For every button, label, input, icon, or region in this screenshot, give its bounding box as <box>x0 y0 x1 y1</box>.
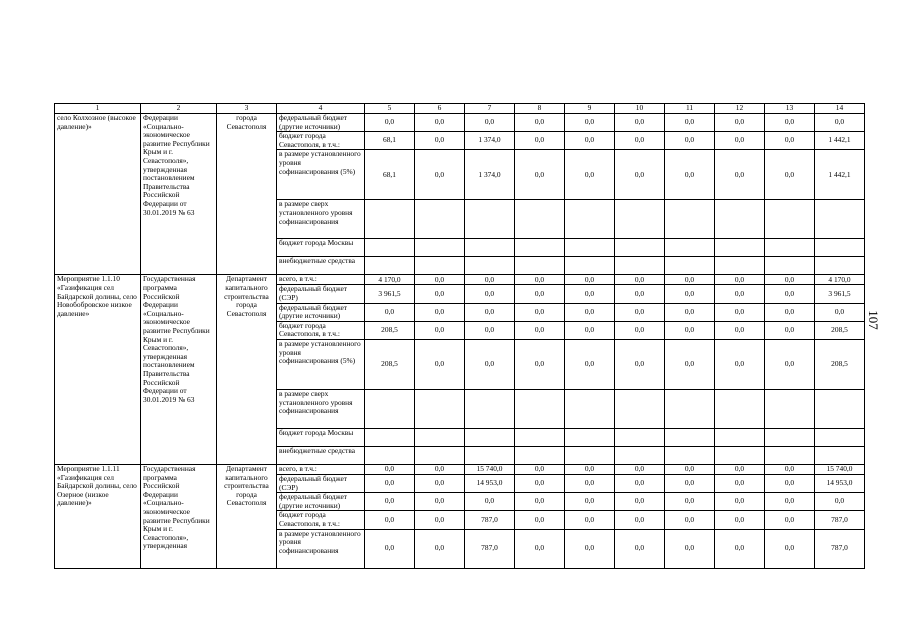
amount-cell <box>515 257 565 275</box>
funding-source-cell: бюджет города Севастополя, в т.ч.: <box>277 132 365 150</box>
amount-cell <box>465 239 515 257</box>
header-row <box>55 104 865 114</box>
amount-cell: 0,0 <box>615 132 665 150</box>
amount-cell <box>815 200 865 239</box>
amount-cell: 0,0 <box>515 511 565 529</box>
amount-cell: 0,0 <box>665 529 715 568</box>
amount-cell: 0,0 <box>765 150 815 200</box>
amount-cell: 0,0 <box>365 511 415 529</box>
amount-cell <box>515 200 565 239</box>
event-name-cell: село Колхозное (высокое давление)» <box>55 114 141 275</box>
amount-cell: 0,0 <box>765 285 815 303</box>
amount-cell: 0,0 <box>515 474 565 492</box>
amount-cell: 68,1 <box>365 132 415 150</box>
amount-cell: 0,0 <box>815 303 865 321</box>
amount-cell <box>715 389 765 428</box>
funding-source-cell: в размере сверх установленного уровня софинансирования <box>277 389 365 428</box>
amount-cell: 0,0 <box>515 464 565 474</box>
amount-cell: 0,0 <box>415 114 465 132</box>
amount-cell <box>565 200 615 239</box>
amount-cell: 0,0 <box>815 493 865 511</box>
amount-cell: 0,0 <box>665 511 715 529</box>
amount-cell <box>415 389 465 428</box>
amount-cell: 0,0 <box>665 321 715 339</box>
amount-cell: 0,0 <box>565 321 615 339</box>
amount-cell: 0,0 <box>665 464 715 474</box>
amount-cell <box>815 446 865 464</box>
amount-cell: 0,0 <box>365 493 415 511</box>
table-row <box>55 275 865 285</box>
amount-cell: 0,0 <box>515 339 565 389</box>
amount-cell <box>515 239 565 257</box>
amount-cell: 0,0 <box>415 529 465 568</box>
amount-cell: 0,0 <box>565 303 615 321</box>
amount-cell: 0,0 <box>715 464 765 474</box>
amount-cell <box>715 446 765 464</box>
amount-cell: 4 170,0 <box>365 275 415 285</box>
amount-cell: 0,0 <box>415 511 465 529</box>
program-cell: Государственная программа Российской Федерации «Социально-экономическое развитие Республики Крым и г. Севастополя», утвержденная <box>141 464 217 568</box>
header-cell: 7 <box>465 104 515 114</box>
amount-cell: 0,0 <box>715 529 765 568</box>
amount-cell: 0,0 <box>515 275 565 285</box>
amount-cell: 0,0 <box>515 150 565 200</box>
amount-cell: 14 953,0 <box>815 474 865 492</box>
amount-cell: 0,0 <box>415 321 465 339</box>
header-cell: 6 <box>415 104 465 114</box>
amount-cell <box>465 446 515 464</box>
amount-cell: 0,0 <box>615 150 665 200</box>
amount-cell: 0,0 <box>615 474 665 492</box>
header-cell: 3 <box>217 104 277 114</box>
amount-cell: 0,0 <box>715 275 765 285</box>
amount-cell: 0,0 <box>765 132 815 150</box>
amount-cell <box>415 239 465 257</box>
amount-cell <box>415 257 465 275</box>
funding-source-cell: внебюджетные средства <box>277 257 365 275</box>
amount-cell: 0,0 <box>565 493 615 511</box>
amount-cell: 0,0 <box>365 303 415 321</box>
amount-cell <box>565 389 615 428</box>
amount-cell <box>665 389 715 428</box>
amount-cell <box>815 239 865 257</box>
amount-cell <box>365 239 415 257</box>
amount-cell <box>515 389 565 428</box>
amount-cell <box>465 200 515 239</box>
amount-cell: 0,0 <box>565 275 615 285</box>
amount-cell: 0,0 <box>415 464 465 474</box>
amount-cell: 0,0 <box>715 474 765 492</box>
budget-table <box>54 103 865 569</box>
amount-cell <box>565 428 615 446</box>
amount-cell: 0,0 <box>565 285 615 303</box>
funding-source-cell: федеральный бюджет (СЭР) <box>277 285 365 303</box>
amount-cell: 787,0 <box>815 511 865 529</box>
amount-cell: 0,0 <box>465 321 515 339</box>
table-row <box>55 114 865 132</box>
amount-cell: 1 374,0 <box>465 150 515 200</box>
amount-cell <box>815 257 865 275</box>
amount-cell <box>715 257 765 275</box>
amount-cell: 0,0 <box>415 493 465 511</box>
amount-cell: 4 170,0 <box>815 275 865 285</box>
amount-cell: 1 442,1 <box>815 150 865 200</box>
amount-cell: 68,1 <box>365 150 415 200</box>
amount-cell <box>615 239 665 257</box>
funding-source-cell: внебюджетные средства <box>277 446 365 464</box>
amount-cell: 3 961,5 <box>815 285 865 303</box>
amount-cell: 0,0 <box>565 474 615 492</box>
amount-cell <box>815 389 865 428</box>
amount-cell: 0,0 <box>665 285 715 303</box>
amount-cell: 0,0 <box>615 493 665 511</box>
amount-cell: 0,0 <box>515 114 565 132</box>
amount-cell: 208,5 <box>815 339 865 389</box>
funding-source-cell: всего, в т.ч.: <box>277 275 365 285</box>
amount-cell <box>665 428 715 446</box>
amount-cell: 0,0 <box>465 303 515 321</box>
funding-source-cell: федеральный бюджет (другие источники) <box>277 303 365 321</box>
amount-cell: 0,0 <box>615 303 665 321</box>
amount-cell: 0,0 <box>615 285 665 303</box>
amount-cell <box>515 428 565 446</box>
amount-cell: 0,0 <box>415 285 465 303</box>
amount-cell: 0,0 <box>565 150 615 200</box>
amount-cell <box>365 200 415 239</box>
amount-cell: 0,0 <box>765 339 815 389</box>
amount-cell <box>615 257 665 275</box>
amount-cell: 0,0 <box>765 529 815 568</box>
amount-cell: 0,0 <box>615 321 665 339</box>
amount-cell <box>515 446 565 464</box>
program-cell: Государственная программа Российской Федерации «Социально-экономическое развитие Республики Крым и г. Севастополя», утвержденная постановлением Правительства Российской Федерации от 30.01.2019 № 63 <box>141 275 217 465</box>
amount-cell: 0,0 <box>415 474 465 492</box>
amount-cell: 0,0 <box>765 464 815 474</box>
amount-cell: 0,0 <box>665 114 715 132</box>
amount-cell: 0,0 <box>615 114 665 132</box>
amount-cell <box>665 257 715 275</box>
header-cell: 4 <box>277 104 365 114</box>
amount-cell <box>365 389 415 428</box>
funding-source-cell: бюджет города Севастополя, в т.ч.: <box>277 321 365 339</box>
funding-source-cell: бюджет города Севастополя, в т.ч.: <box>277 511 365 529</box>
amount-cell: 0,0 <box>515 321 565 339</box>
amount-cell: 0,0 <box>465 339 515 389</box>
header-cell: 5 <box>365 104 415 114</box>
amount-cell: 0,0 <box>415 150 465 200</box>
amount-cell: 0,0 <box>565 511 615 529</box>
header-cell: 1 <box>55 104 141 114</box>
amount-cell: 0,0 <box>665 132 715 150</box>
amount-cell: 0,0 <box>615 529 665 568</box>
amount-cell: 0,0 <box>515 303 565 321</box>
amount-cell: 0,0 <box>615 339 665 389</box>
amount-cell: 0,0 <box>765 303 815 321</box>
funding-source-cell: федеральный бюджет (другие источники) <box>277 114 365 132</box>
amount-cell <box>615 200 665 239</box>
amount-cell: 0,0 <box>565 339 615 389</box>
funding-source-cell: бюджет города Москвы <box>277 428 365 446</box>
header-cell: 14 <box>815 104 865 114</box>
amount-cell: 0,0 <box>715 493 765 511</box>
amount-cell <box>565 239 615 257</box>
amount-cell <box>715 200 765 239</box>
amount-cell: 208,5 <box>365 321 415 339</box>
amount-cell <box>415 428 465 446</box>
amount-cell <box>765 239 815 257</box>
amount-cell <box>765 446 815 464</box>
funding-source-cell: в размере установленного уровня софинансирования (5%) <box>277 339 365 389</box>
executor-cell: города Севастополя <box>217 114 277 275</box>
amount-cell <box>665 446 715 464</box>
amount-cell: 0,0 <box>765 275 815 285</box>
amount-cell: 0,0 <box>715 132 765 150</box>
amount-cell: 0,0 <box>765 321 815 339</box>
amount-cell <box>715 239 765 257</box>
funding-source-cell: всего, в т.ч.: <box>277 464 365 474</box>
amount-cell <box>615 446 665 464</box>
amount-cell: 0,0 <box>465 285 515 303</box>
amount-cell <box>365 428 415 446</box>
amount-cell: 0,0 <box>415 132 465 150</box>
amount-cell: 3 961,5 <box>365 285 415 303</box>
amount-cell: 0,0 <box>765 474 815 492</box>
amount-cell: 0,0 <box>365 114 415 132</box>
header-cell: 13 <box>765 104 815 114</box>
amount-cell: 208,5 <box>815 321 865 339</box>
amount-cell: 0,0 <box>715 321 765 339</box>
amount-cell <box>615 389 665 428</box>
amount-cell: 15 740,0 <box>815 464 865 474</box>
amount-cell: 0,0 <box>365 474 415 492</box>
amount-cell: 0,0 <box>565 464 615 474</box>
amount-cell: 14 953,0 <box>465 474 515 492</box>
amount-cell: 0,0 <box>415 303 465 321</box>
amount-cell: 0,0 <box>615 511 665 529</box>
amount-cell <box>465 257 515 275</box>
amount-cell: 0,0 <box>415 275 465 285</box>
event-name-cell: Мероприятие 1.1.10 «Газификация сел Байдарской долины, село Новобобровское низкое давление» <box>55 275 141 465</box>
amount-cell: 0,0 <box>765 114 815 132</box>
amount-cell: 0,0 <box>565 114 615 132</box>
amount-cell: 0,0 <box>715 511 765 529</box>
amount-cell: 0,0 <box>565 529 615 568</box>
amount-cell <box>365 257 415 275</box>
amount-cell <box>815 428 865 446</box>
amount-cell <box>465 428 515 446</box>
amount-cell: 0,0 <box>665 303 715 321</box>
amount-cell: 0,0 <box>565 132 615 150</box>
amount-cell: 15 740,0 <box>465 464 515 474</box>
header-cell: 8 <box>515 104 565 114</box>
amount-cell: 0,0 <box>815 114 865 132</box>
amount-cell <box>415 446 465 464</box>
amount-cell: 0,0 <box>465 493 515 511</box>
amount-cell <box>765 428 815 446</box>
header-cell: 10 <box>615 104 665 114</box>
amount-cell <box>765 257 815 275</box>
amount-cell: 0,0 <box>715 339 765 389</box>
amount-cell: 0,0 <box>365 464 415 474</box>
amount-cell: 0,0 <box>665 474 715 492</box>
header-cell: 12 <box>715 104 765 114</box>
amount-cell: 0,0 <box>365 529 415 568</box>
table-row <box>55 464 865 474</box>
program-cell: Федерации «Социально-экономическое развитие Республики Крым и г. Севастополя», утвержденная постановлением Правительства Российской Федерации от 30.01.2019 № 63 <box>141 114 217 275</box>
amount-cell: 0,0 <box>515 493 565 511</box>
amount-cell: 1 374,0 <box>465 132 515 150</box>
funding-source-cell: федеральный бюджет (другие источники) <box>277 493 365 511</box>
amount-cell: 0,0 <box>515 132 565 150</box>
amount-cell: 787,0 <box>465 511 515 529</box>
amount-cell <box>615 428 665 446</box>
funding-source-cell: в размере установленного уровня софинансирования (5%) <box>277 150 365 200</box>
amount-cell: 0,0 <box>715 303 765 321</box>
amount-cell <box>565 257 615 275</box>
amount-cell <box>465 389 515 428</box>
amount-cell: 787,0 <box>815 529 865 568</box>
amount-cell: 0,0 <box>515 285 565 303</box>
amount-cell: 0,0 <box>715 150 765 200</box>
amount-cell <box>415 200 465 239</box>
amount-cell: 0,0 <box>715 114 765 132</box>
amount-cell: 787,0 <box>465 529 515 568</box>
amount-cell: 0,0 <box>515 529 565 568</box>
amount-cell: 0,0 <box>665 275 715 285</box>
amount-cell: 0,0 <box>765 493 815 511</box>
header-cell: 2 <box>141 104 217 114</box>
amount-cell: 1 442,1 <box>815 132 865 150</box>
amount-cell <box>765 200 815 239</box>
amount-cell: 0,0 <box>715 285 765 303</box>
amount-cell: 208,5 <box>365 339 415 389</box>
amount-cell <box>765 389 815 428</box>
amount-cell <box>665 200 715 239</box>
amount-cell <box>715 428 765 446</box>
amount-cell: 0,0 <box>665 150 715 200</box>
amount-cell <box>365 446 415 464</box>
header-cell: 11 <box>665 104 715 114</box>
funding-source-cell: бюджет города Москвы <box>277 239 365 257</box>
event-name-cell: Мероприятие 1.1.11 «Газификация сел Байдарской долины, село Озерное (низкое давление)» <box>55 464 141 568</box>
funding-source-cell: федеральный бюджет (СЭР) <box>277 474 365 492</box>
executor-cell: Департамент капитального строительства города Севастополя <box>217 275 277 465</box>
funding-source-cell: в размере установленного уровня софинансирования <box>277 529 365 568</box>
page-number: 107 <box>865 310 881 330</box>
amount-cell: 0,0 <box>665 339 715 389</box>
amount-cell <box>665 239 715 257</box>
amount-cell: 0,0 <box>465 114 515 132</box>
amount-cell: 0,0 <box>615 464 665 474</box>
amount-cell: 0,0 <box>465 275 515 285</box>
amount-cell: 0,0 <box>415 339 465 389</box>
header-cell: 9 <box>565 104 615 114</box>
amount-cell: 0,0 <box>665 493 715 511</box>
amount-cell <box>565 446 615 464</box>
funding-source-cell: в размере сверх установленного уровня софинансирования <box>277 200 365 239</box>
executor-cell: Департамент капитального строительства города Севастополя <box>217 464 277 568</box>
amount-cell: 0,0 <box>765 511 815 529</box>
amount-cell: 0,0 <box>615 275 665 285</box>
